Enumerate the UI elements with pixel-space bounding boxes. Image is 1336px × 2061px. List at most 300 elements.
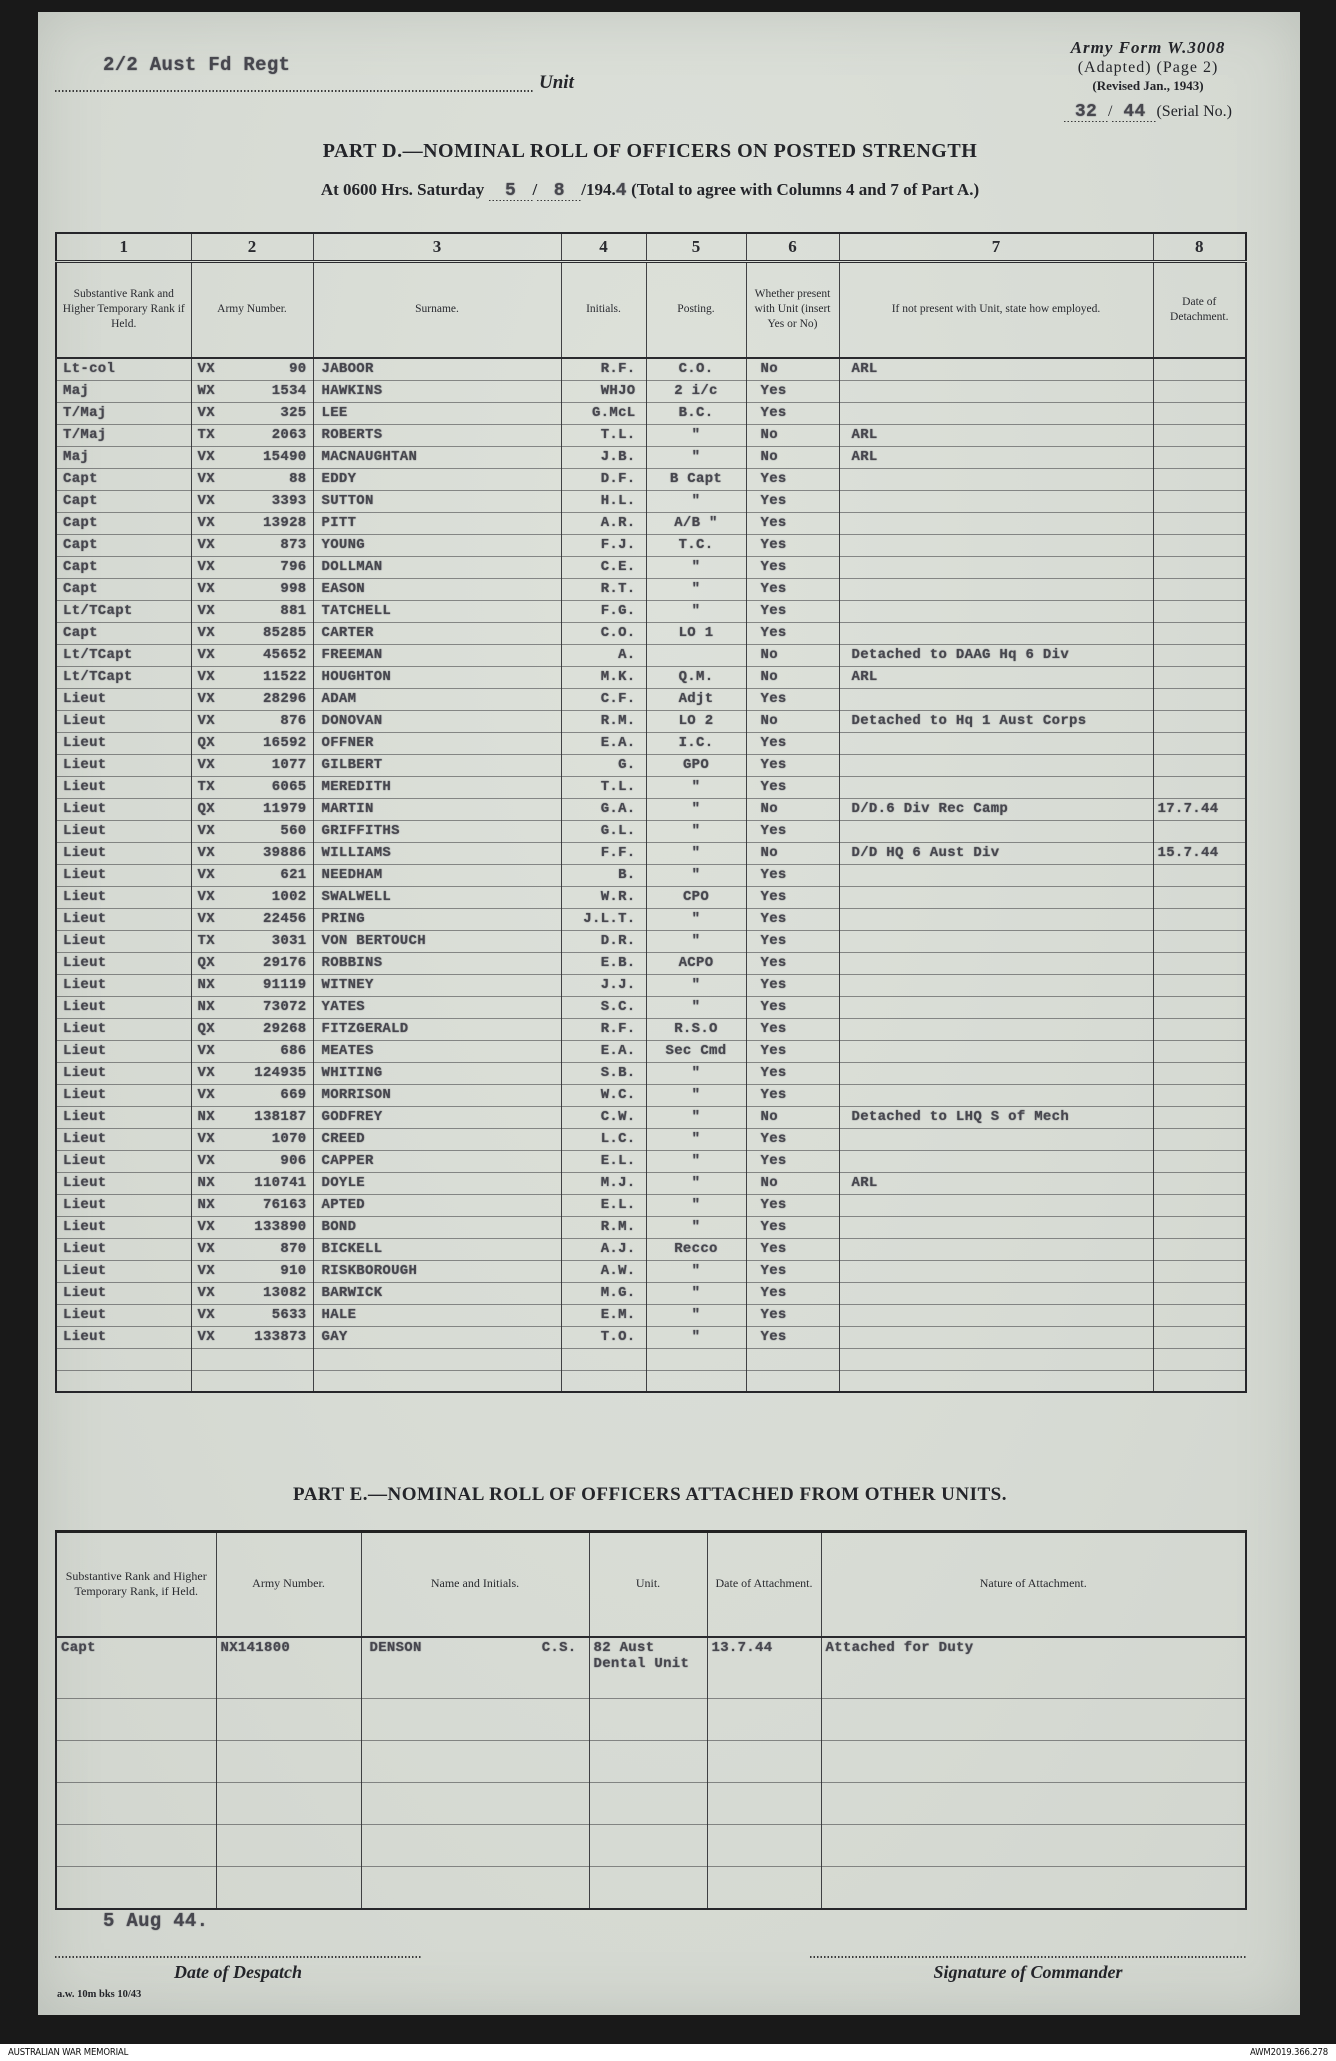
cell-posting: Recco [646, 1238, 746, 1260]
cell-initials: WHJO [561, 380, 646, 402]
cell-detachment-date [1153, 600, 1246, 622]
cell-army-number: VX 873 [191, 534, 313, 556]
cell-posting: " [646, 424, 746, 446]
cell-empty [589, 1741, 707, 1783]
cell-empty [707, 1825, 821, 1867]
cell-posting: " [646, 864, 746, 886]
cell-initials: A.R. [561, 512, 646, 534]
cell-posting: " [646, 996, 746, 1018]
officer-row [56, 490, 1246, 512]
cell-detachment-date [1153, 996, 1246, 1018]
cell-rank: Lieut [56, 1040, 191, 1062]
officer-row [56, 1238, 1246, 1260]
empty-row [56, 1867, 1246, 1909]
cell-posting: " [646, 820, 746, 842]
cell-employed [839, 688, 1153, 710]
cell-employed [839, 534, 1153, 556]
cell-posting: " [646, 842, 746, 864]
cell-initials: E.A. [561, 1040, 646, 1062]
empty-row [56, 1825, 1246, 1867]
cell-surname: PRING [313, 908, 561, 930]
cell-present: No [746, 644, 839, 666]
cell-detachment-date [1153, 534, 1246, 556]
cell-initials: C.O. [561, 622, 646, 644]
cell-detachment-date [1153, 1238, 1246, 1260]
cell-empty [361, 1699, 589, 1741]
cell-empty [56, 1370, 191, 1392]
cell-posting [646, 644, 746, 666]
cell-detachment-date [1153, 1172, 1246, 1194]
cell-present: Yes [746, 732, 839, 754]
cell-present: Yes [746, 1128, 839, 1150]
cell-empty [191, 1348, 313, 1370]
cell-posting: " [646, 1260, 746, 1282]
col-number: 2 [191, 233, 313, 261]
cell-present: Yes [746, 1260, 839, 1282]
cell-empty [839, 1370, 1153, 1392]
cell-empty [361, 1825, 589, 1867]
cell-rank: Capt [56, 468, 191, 490]
cell-surname: MARTIN [313, 798, 561, 820]
cell-army-number: VX 11522 [191, 666, 313, 688]
cell-initials: T.O. [561, 1326, 646, 1348]
cell-posting: LO 2 [646, 710, 746, 732]
cell-present: Yes [746, 1062, 839, 1084]
cell-empty [1153, 1370, 1246, 1392]
form-revision: (Revised Jan., 1943) [1092, 78, 1204, 93]
cell-empty [589, 1825, 707, 1867]
cell-posting: " [646, 974, 746, 996]
cell-surname: NEEDHAM [313, 864, 561, 886]
partE-column-headers [56, 1532, 1246, 1637]
cell-detachment-date [1153, 1326, 1246, 1348]
unit-line [55, 46, 575, 96]
cell-initials: D.R. [561, 930, 646, 952]
cell-rank: Lieut [56, 908, 191, 930]
subtitle-suffix: (Total to agree with Columns 4 and 7 of Part A.) [631, 180, 980, 199]
cell-empty [216, 1699, 361, 1741]
cell-detachment-date [1153, 1018, 1246, 1040]
cell-present: No [746, 1106, 839, 1128]
cell-detachment-date [1153, 1194, 1246, 1216]
cell-detachment-date [1153, 666, 1246, 688]
officer-row [56, 446, 1246, 468]
cell-posting: " [646, 556, 746, 578]
cell-employed [839, 996, 1153, 1018]
empty-row [56, 1370, 1246, 1392]
cell-army-number: NX 138187 [191, 1106, 313, 1128]
despatch-label: Date of Despatch [174, 1962, 302, 1982]
cell-present: Yes [746, 534, 839, 556]
cell-present: No [746, 1172, 839, 1194]
cell-surname: EASON [313, 578, 561, 600]
cell-initials: E.L. [561, 1150, 646, 1172]
cell-present: Yes [746, 402, 839, 424]
cell-rank: Lieut [56, 754, 191, 776]
cell-army-number: VX 1002 [191, 886, 313, 908]
cell-detachment-date [1153, 1216, 1246, 1238]
cell-army-number: VX 133890 [191, 1216, 313, 1238]
cell-surname: JABOOR [313, 358, 561, 380]
officer-row [56, 468, 1246, 490]
cell-present: Yes [746, 490, 839, 512]
serial-number-line [1064, 102, 1232, 122]
cell-empty [821, 1783, 1246, 1825]
cell-army-number: VX 90 [191, 358, 313, 380]
unit-value: 2/2 Aust Fd Regt [103, 54, 291, 76]
cell-posting: C.O. [646, 358, 746, 380]
cell-detachment-date [1153, 952, 1246, 974]
cell-posting: " [646, 776, 746, 798]
cell-surname: BICKELL [313, 1238, 561, 1260]
cell-initials: R.T. [561, 578, 646, 600]
cell-surname: PITT [313, 512, 561, 534]
cell-present: Yes [746, 930, 839, 952]
printer-code: a.w. 10m bks 10/43 [57, 1989, 142, 2000]
cell-detachment-date [1153, 556, 1246, 578]
cell-rank: Lieut [56, 1150, 191, 1172]
cell-rank: Lieut [56, 1128, 191, 1150]
cell-detachment-date [1153, 886, 1246, 908]
signature-dotted-rule [810, 1956, 1246, 1958]
cell-employed [839, 864, 1153, 886]
cell-army-number: TX 2063 [191, 424, 313, 446]
cell-rank: Lieut [56, 974, 191, 996]
cell-present: Yes [746, 512, 839, 534]
cell-rank: Lieut [56, 1018, 191, 1040]
cell-employed: Detached to DAAG Hq 6 Div [839, 644, 1153, 666]
officer-row [56, 578, 1246, 600]
cell-posting: T.C. [646, 534, 746, 556]
cell-empty [707, 1783, 821, 1825]
officer-row [56, 556, 1246, 578]
cell-rank: Lt/TCapt [56, 644, 191, 666]
cell-army-number: VX 124935 [191, 1062, 313, 1084]
officer-row [56, 1326, 1246, 1348]
cell-empty [216, 1741, 361, 1783]
form-adapted-page: (Adapted) (Page 2) [1077, 59, 1219, 76]
cell-employed [839, 1084, 1153, 1106]
cell-present: Yes [746, 1040, 839, 1062]
cell-posting: " [646, 1172, 746, 1194]
cell-rank: T/Maj [56, 424, 191, 446]
cell-present: No [746, 798, 839, 820]
cell-army-number: VX 39886 [191, 842, 313, 864]
officer-row [56, 1018, 1246, 1040]
cell-surname: CAPPER [313, 1150, 561, 1172]
cell-initials: F.G. [561, 600, 646, 622]
cell-present: Yes [746, 886, 839, 908]
empty-row [56, 1741, 1246, 1783]
cell-empty [191, 1370, 313, 1392]
signature-label: Signature of Commander [933, 1962, 1123, 1982]
cell-empty [746, 1370, 839, 1392]
cell-army-number: NX 73072 [191, 996, 313, 1018]
cell-employed [839, 578, 1153, 600]
cell-empty [821, 1741, 1246, 1783]
cell-present: No [746, 842, 839, 864]
cell-employed [839, 556, 1153, 578]
empty-row [56, 1783, 1246, 1825]
cell-surname: YATES [313, 996, 561, 1018]
cell-detachment-date [1153, 710, 1246, 732]
cell-employed [839, 886, 1153, 908]
cell-army-number: QX 29268 [191, 1018, 313, 1040]
cell-initials: W.R. [561, 886, 646, 908]
cell-army-number: VX 13928 [191, 512, 313, 534]
officer-row [56, 820, 1246, 842]
cell-posting: " [646, 1106, 746, 1128]
col-header-present: Whether present with Unit (insert Yes or No) [746, 261, 839, 358]
cell-present: Yes [746, 380, 839, 402]
officer-row [56, 666, 1246, 688]
cell-surname: GAY [313, 1326, 561, 1348]
cell-surname: CARTER [313, 622, 561, 644]
officer-row [56, 886, 1246, 908]
cell-surname: MACNAUGHTAN [313, 446, 561, 468]
officer-row [56, 1260, 1246, 1282]
col-number: 5 [646, 233, 746, 261]
date-year-typed: 4 [615, 181, 627, 201]
cell-present: Yes [746, 820, 839, 842]
cell-rank: Capt [56, 556, 191, 578]
cell-empty [561, 1370, 646, 1392]
cell-empty [589, 1699, 707, 1741]
cell-surname: FREEMAN [313, 644, 561, 666]
cell-surname: EDDY [313, 468, 561, 490]
col-header-rank: Substantive Rank and Higher Temporary Rank if Held. [56, 261, 191, 358]
cell-initials: J.B. [561, 446, 646, 468]
cell-employed [839, 468, 1153, 490]
officer-row [56, 1304, 1246, 1326]
cell-surname: BARWICK [313, 1282, 561, 1304]
date-year-printed: /194. [581, 180, 616, 199]
cell-posting: ACPO [646, 952, 746, 974]
cell-empty [821, 1867, 1246, 1909]
officer-row [56, 952, 1246, 974]
cell-rank: Capt [56, 622, 191, 644]
cell-rank: Lt/TCapt [56, 600, 191, 622]
cell-surname: DOLLMAN [313, 556, 561, 578]
cell-rank: Lieut [56, 952, 191, 974]
cell-initials: G.McL [561, 402, 646, 424]
col-number: 1 [56, 233, 191, 261]
cell-initials: M.J. [561, 1172, 646, 1194]
cell-empty [821, 1825, 1246, 1867]
cell-initials: E.L. [561, 1194, 646, 1216]
cell-present: No [746, 710, 839, 732]
serial-first-value: 32 [1074, 102, 1098, 122]
cell-army-number: VX 1077 [191, 754, 313, 776]
officer-row [56, 600, 1246, 622]
cell-rank: Lieut [56, 1062, 191, 1084]
cell-posting: LO 1 [646, 622, 746, 644]
cell-surname: SUTTON [313, 490, 561, 512]
cell-present: No [746, 358, 839, 380]
cell-surname: DONOVAN [313, 710, 561, 732]
cell-army-number: VX 85285 [191, 622, 313, 644]
cell-rank: Lieut [56, 1304, 191, 1326]
cell-surname: HOUGHTON [313, 666, 561, 688]
cell-rank: Lieut [56, 798, 191, 820]
cell-present: Yes [746, 952, 839, 974]
cell-posting: " [646, 798, 746, 820]
officer-row [56, 424, 1246, 446]
cell-empty [589, 1783, 707, 1825]
despatch-dotted-rule [55, 1956, 421, 1958]
cell-initials: H.L. [561, 490, 646, 512]
cell-detachment-date [1153, 358, 1246, 380]
officer-row [56, 380, 1246, 402]
cell-initials: C.W. [561, 1106, 646, 1128]
officer-row [56, 402, 1246, 424]
cell-army-number: VX 621 [191, 864, 313, 886]
cell-initials: G. [561, 754, 646, 776]
cell-present: Yes [746, 578, 839, 600]
cell-surname: WILLIAMS [313, 842, 561, 864]
cell-surname: CREED [313, 1128, 561, 1150]
cell-initials: J.J. [561, 974, 646, 996]
cell-name-initials: DENSON C.S. [361, 1637, 589, 1699]
cell-army-number: VX 13082 [191, 1282, 313, 1304]
cell-employed: D/D HQ 6 Aust Div [839, 842, 1153, 864]
cell-army-number: VX 910 [191, 1260, 313, 1282]
cell-army-number: QX 16592 [191, 732, 313, 754]
cell-initials: A.W. [561, 1260, 646, 1282]
cell-army-number: VX 3393 [191, 490, 313, 512]
cell-employed [839, 1150, 1153, 1172]
cell-present: Yes [746, 1194, 839, 1216]
cell-posting: " [646, 1282, 746, 1304]
cell-rank: Lieut [56, 1326, 191, 1348]
cell-rank: Lieut [56, 732, 191, 754]
officer-row [56, 798, 1246, 820]
cell-employed [839, 1128, 1153, 1150]
cell-empty [707, 1699, 821, 1741]
cell-detachment-date: 15.7.44 [1153, 842, 1246, 864]
officer-row [56, 732, 1246, 754]
cell-initials: R.M. [561, 710, 646, 732]
cell-detachment-date [1153, 468, 1246, 490]
cell-employed [839, 622, 1153, 644]
col-number: 6 [746, 233, 839, 261]
cell-rank: Lieut [56, 1194, 191, 1216]
officer-row [56, 1216, 1246, 1238]
officer-row [56, 1106, 1246, 1128]
cell-army-number: QX 29176 [191, 952, 313, 974]
col-header-detachment-date: Date of Detachment. [1153, 261, 1246, 358]
col-header-army-number: Army Number. [191, 261, 313, 358]
cell-employed [839, 1062, 1153, 1084]
officer-row [56, 974, 1246, 996]
form-number: Army Form W.3008 [1070, 38, 1226, 57]
cell-posting: " [646, 1194, 746, 1216]
col-number: 4 [561, 233, 646, 261]
cell-rank: Lieut [56, 776, 191, 798]
cell-rank: Lieut [56, 1084, 191, 1106]
col-header-attachment-nature: Nature of Attachment. [821, 1532, 1246, 1637]
cell-army-number: VX 28296 [191, 688, 313, 710]
cell-present: Yes [746, 600, 839, 622]
cell-detachment-date [1153, 402, 1246, 424]
officer-row [56, 842, 1246, 864]
cell-empty [746, 1348, 839, 1370]
cell-detachment-date [1153, 512, 1246, 534]
cell-empty [707, 1867, 821, 1909]
cell-surname: GODFREY [313, 1106, 561, 1128]
cell-army-number: VX 560 [191, 820, 313, 842]
cell-present: Yes [746, 556, 839, 578]
cell-rank: Lieut [56, 886, 191, 908]
cell-employed [839, 1326, 1153, 1348]
cell-present: Yes [746, 974, 839, 996]
col-header-initials: Initials. [561, 261, 646, 358]
cell-present: No [746, 446, 839, 468]
cell-posting: R.S.O [646, 1018, 746, 1040]
cell-initials: E.M. [561, 1304, 646, 1326]
cell-rank: Lt-col [56, 358, 191, 380]
cell-posting: " [646, 1304, 746, 1326]
cell-empty [216, 1825, 361, 1867]
cell-present: No [746, 666, 839, 688]
cell-employed [839, 1238, 1153, 1260]
cell-army-number: NX 91119 [191, 974, 313, 996]
cell-employed: ARL [839, 1172, 1153, 1194]
cell-employed: ARL [839, 358, 1153, 380]
cell-surname: ROBBINS [313, 952, 561, 974]
officer-row [56, 754, 1246, 776]
cell-posting: GPO [646, 754, 746, 776]
subtitle-prefix: At 0600 Hrs. Saturday [320, 180, 485, 199]
partE-title: PART E.—NOMINAL ROLL OF OFFICERS ATTACHED FROM OTHER UNITS. [293, 1484, 1007, 1505]
cell-posting: " [646, 908, 746, 930]
cell-surname: HALE [313, 1304, 561, 1326]
cell-attachment-date: 13.7.44 [707, 1637, 821, 1699]
cell-detachment-date [1153, 1260, 1246, 1282]
cell-detachment-date [1153, 974, 1246, 996]
cell-detachment-date [1153, 1304, 1246, 1326]
cell-detachment-date [1153, 578, 1246, 600]
cell-posting: B.C. [646, 402, 746, 424]
cell-empty [56, 1825, 216, 1867]
serial-second-value: 44 [1123, 102, 1146, 122]
cell-army-number: VX 906 [191, 1150, 313, 1172]
officer-row [56, 908, 1246, 930]
cell-posting: " [646, 490, 746, 512]
cell-detachment-date [1153, 1282, 1246, 1304]
cell-employed [839, 1260, 1153, 1282]
cell-surname: DOYLE [313, 1172, 561, 1194]
cell-employed: ARL [839, 424, 1153, 446]
col-header-name-initials: Name and Initials. [361, 1532, 589, 1637]
cell-present: Yes [746, 1216, 839, 1238]
cell-empty [56, 1741, 216, 1783]
cell-present: Yes [746, 754, 839, 776]
officer-row [56, 358, 1246, 380]
cell-posting: 2 i/c [646, 380, 746, 402]
col-number: 7 [839, 233, 1153, 261]
cell-surname: GILBERT [313, 754, 561, 776]
empty-row [56, 1348, 1246, 1370]
cell-rank: Lieut [56, 688, 191, 710]
cell-employed [839, 1194, 1153, 1216]
cell-empty [216, 1867, 361, 1909]
cell-rank: Capt [56, 534, 191, 556]
cell-detachment-date [1153, 446, 1246, 468]
cell-army-number: VX 876 [191, 710, 313, 732]
cell-rank: Maj [56, 380, 191, 402]
unit-label: Unit [539, 72, 574, 93]
